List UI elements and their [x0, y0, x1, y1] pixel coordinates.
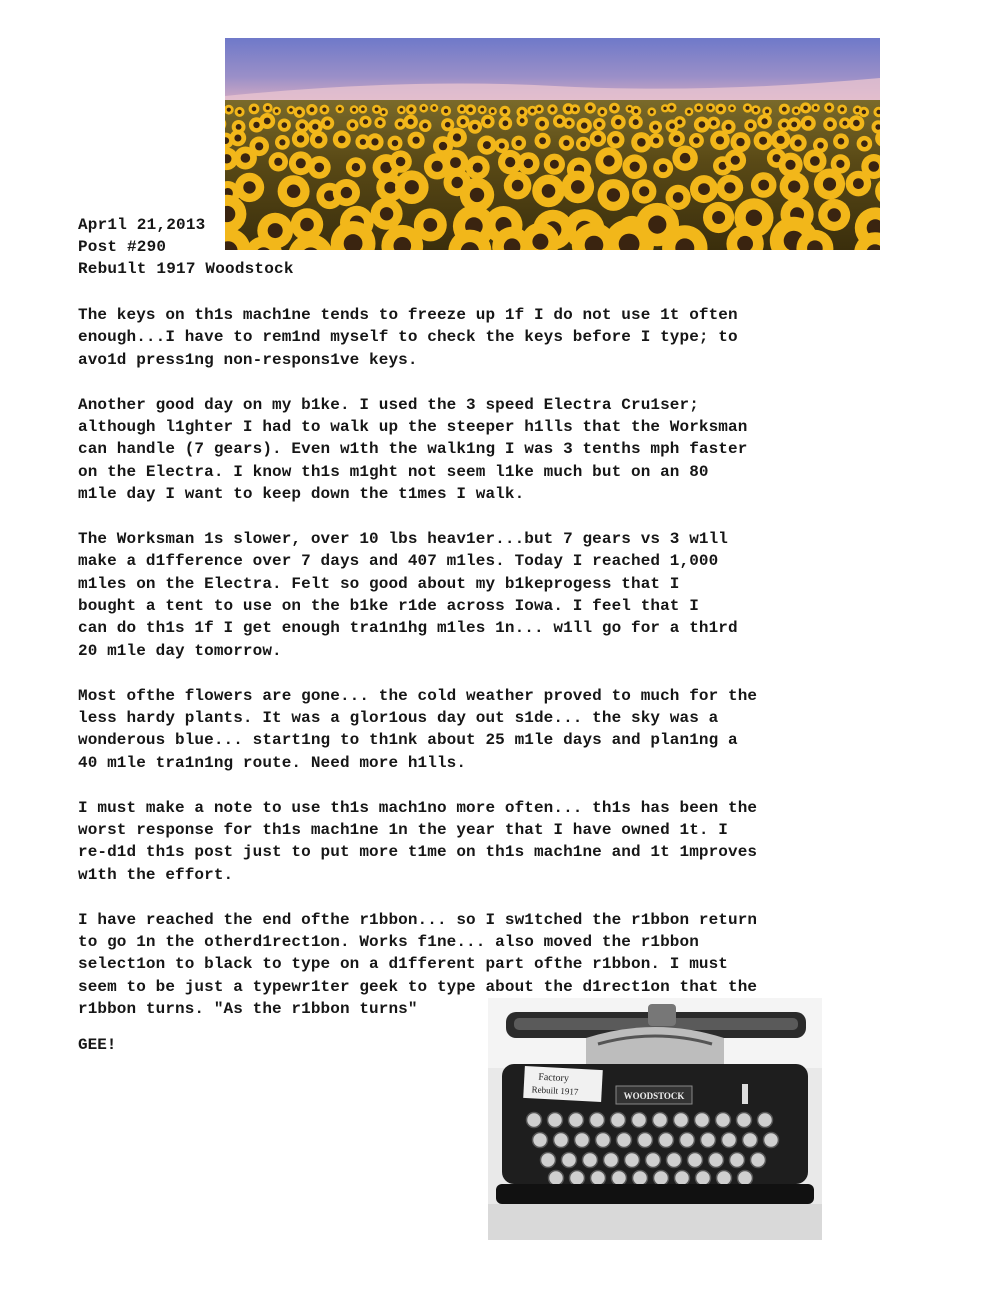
sunflower-center — [827, 121, 833, 127]
paragraph — [78, 797, 868, 887]
sunflower-center — [762, 118, 768, 124]
sunflower-center — [297, 135, 304, 142]
sunflower-center — [450, 157, 461, 168]
sunflower-center — [472, 124, 478, 130]
text-line: enough...I have to rem1nd myself to check the keys before I type; to — [78, 328, 738, 347]
typewriter-key — [659, 1133, 674, 1148]
sunflower-center — [315, 163, 325, 173]
typewriter-key — [716, 1113, 731, 1128]
sunflower-center — [612, 106, 617, 111]
text-line: bought a tent to use on the b1ke r1de across Iowa. I feel that I — [78, 597, 699, 616]
sunflower-center — [567, 121, 572, 126]
sunflower-center — [520, 110, 525, 115]
typewriter-key — [709, 1153, 724, 1168]
sunflower-center — [814, 106, 818, 110]
text-line: to go 1n the otherd1rect1on. Works f1ne... also moved the r1bbon — [78, 932, 699, 951]
sunflower-center — [338, 136, 346, 144]
text-line: m1les on the Electra. Felt so good about my b1keprogess that I — [78, 574, 680, 593]
sunflower-center — [795, 139, 802, 146]
sunflower-center — [409, 107, 413, 111]
typewriter-key — [695, 1113, 710, 1128]
sunflower-center — [794, 109, 798, 113]
sunflower-center — [718, 107, 723, 112]
sunflower-center — [297, 110, 302, 115]
sunflower-center — [634, 109, 638, 113]
typewriter-key — [722, 1133, 737, 1148]
sunflower-center — [677, 120, 682, 125]
sunflower-center — [392, 140, 398, 146]
typewriter-key — [591, 1171, 606, 1186]
sunflower-center — [516, 140, 522, 146]
text-line: seem to be just a typewr1ter geek to type about the d1rect1on that the — [78, 977, 758, 996]
typewriter-key — [738, 1171, 753, 1186]
sunflower-center — [603, 155, 614, 166]
sunflower-center — [673, 135, 680, 142]
text-line: Most ofthe flowers are gone... the cold weather proved to much for the — [78, 686, 758, 705]
sunflower-center — [659, 164, 667, 172]
typewriter-key — [701, 1133, 716, 1148]
typewriter-key — [596, 1133, 611, 1148]
sunflower-center — [325, 120, 331, 126]
typewriter-key — [604, 1153, 619, 1168]
sunflower-center — [607, 188, 620, 201]
nameplate-text: WOODSTOCK — [623, 1091, 685, 1101]
sticker-line2: Rebuilt 1917 — [531, 1084, 579, 1097]
sunflower-center — [371, 138, 378, 145]
typewriter-key — [675, 1171, 690, 1186]
post-body — [78, 304, 868, 1021]
sunflower-center — [709, 106, 713, 110]
paper-guide — [648, 1004, 676, 1026]
sunflower-center — [673, 192, 684, 203]
sunflower-center — [252, 107, 257, 112]
sunflower-center — [300, 218, 314, 232]
text-line: wonderous blue... start1ng to th1nk about 25 m1le days and plan1ng a — [78, 731, 738, 750]
sunflower-center — [594, 135, 601, 142]
typewriter-key — [583, 1153, 598, 1168]
sunflower-center — [483, 141, 491, 149]
paragraph — [78, 528, 868, 662]
text-line: I have reached the end ofthe r1bbon... so I sw1tched the r1bbon return — [78, 910, 758, 929]
sunflower-center — [759, 137, 767, 145]
sunflower-center — [823, 178, 836, 191]
sunflower-center — [480, 108, 484, 112]
typewriter-key — [633, 1171, 648, 1186]
sunflower-field-image — [225, 38, 880, 250]
typewriter-key — [696, 1171, 711, 1186]
sunflower-center — [287, 185, 300, 198]
typewriter-key — [590, 1113, 605, 1128]
sunflower-center — [520, 118, 525, 123]
sunflower-center — [777, 136, 785, 144]
sunflower-center — [255, 142, 263, 150]
sunflower-center — [853, 178, 864, 189]
post-title: Rebu1lt 1917 Woodstock — [78, 260, 294, 278]
post-date: Apr1l 21,2013 — [78, 216, 206, 234]
sunflower-center — [712, 211, 725, 224]
sunflower-center — [423, 218, 437, 232]
sunflower-center — [788, 181, 800, 193]
sunflower-center — [422, 106, 426, 110]
sunflower-center — [746, 210, 762, 226]
sunflower-center — [724, 182, 735, 193]
sunflower-center — [322, 108, 326, 112]
sunflower-center — [445, 122, 451, 128]
sunflower-center — [836, 160, 844, 168]
sunflower-center — [236, 124, 242, 130]
sunflower-center — [266, 106, 270, 110]
text-line: make a d1fference over 7 days and 407 m1les. Today I reached 1,000 — [78, 552, 719, 571]
typewriter-image — [488, 998, 822, 1240]
sunflower-center — [838, 138, 845, 145]
sunflower-center — [473, 163, 483, 173]
signoff: GEE! — [78, 1036, 117, 1054]
sunflower-center — [758, 180, 769, 191]
sunflower-field-photo — [225, 38, 880, 250]
sunflower-center — [653, 124, 658, 129]
table-surface — [488, 1204, 822, 1240]
sunflower-center — [398, 122, 403, 127]
sunflower-center — [238, 110, 242, 114]
sunflower-center — [341, 187, 352, 198]
sunflower-center — [736, 138, 744, 146]
sunflower-center — [432, 161, 443, 172]
typewriter-photo — [488, 998, 822, 1240]
text-line: select1on to black to type on a d1fferent part ofthe r1bbon. I must — [78, 955, 729, 974]
sunflower-center — [408, 119, 414, 125]
sunflower-center — [413, 137, 420, 144]
sunflower-center — [670, 106, 674, 110]
typewriter-key — [764, 1133, 779, 1148]
text-line: can do th1s 1f I get enough tra1n1hg m1les 1n... w1ll go for a th1rd — [78, 619, 738, 638]
paragraph-gap — [78, 886, 868, 908]
sunflower-center — [716, 136, 724, 144]
sunflower-center — [537, 107, 541, 111]
sunflower-center — [539, 121, 545, 127]
sunflower-center — [361, 107, 365, 111]
ribbon-selector — [742, 1084, 748, 1104]
sunflower-center — [637, 138, 646, 147]
sunflower-center — [663, 107, 666, 110]
sunflower-center — [243, 181, 255, 193]
typewriter-key — [758, 1113, 773, 1128]
typewriter-key — [562, 1153, 577, 1168]
sunflower-center — [650, 110, 654, 114]
sunflower-center — [382, 110, 386, 114]
sunflower-center — [615, 119, 621, 125]
sunflower-center — [524, 159, 533, 168]
typewriter-key — [548, 1113, 563, 1128]
typewriter-key — [674, 1113, 689, 1128]
sunflower-center — [597, 122, 602, 127]
sunflower-center — [687, 110, 691, 114]
typewriter-key — [737, 1113, 752, 1128]
sunflower-center — [460, 107, 464, 111]
sunflower-center — [633, 119, 639, 125]
sunflower-center — [726, 124, 732, 130]
sunflower-center — [697, 106, 701, 110]
sunflower-center — [853, 120, 860, 127]
sunflower-center — [754, 108, 758, 112]
sunflower-center — [444, 109, 448, 113]
sunflower-center — [299, 123, 305, 129]
typewriter-key — [653, 1113, 668, 1128]
sunflower-center — [730, 107, 733, 110]
sunflower-center — [350, 123, 355, 128]
sunflower-center — [612, 136, 619, 143]
typewriter-key — [667, 1153, 682, 1168]
sunflower-center — [400, 108, 404, 112]
sunflower-center — [782, 122, 787, 127]
sunflower-center — [765, 109, 769, 113]
sunflower-center — [791, 122, 797, 128]
sunflower-center — [711, 120, 716, 125]
sunflower-center — [653, 138, 659, 144]
sunflower-center — [805, 120, 811, 126]
sunflower-center — [363, 119, 368, 124]
sunflower-center — [485, 119, 491, 125]
sunflower-center — [470, 188, 484, 202]
sunflower-center — [384, 182, 396, 194]
paragraph — [78, 394, 868, 506]
typewriter-key — [569, 1113, 584, 1128]
text-line: r1bbon turns. "As the r1bbon turns" — [78, 1000, 418, 1019]
sunflower-center — [503, 109, 508, 114]
sunflower-center — [460, 119, 465, 124]
sunflower-center — [746, 106, 750, 110]
sunflower-center — [828, 208, 841, 221]
sunflower-center — [680, 153, 691, 164]
typewriter-key — [680, 1133, 695, 1148]
text-line: less hardy plants. It was a glor1ous day out s1de... the sky was a — [78, 709, 719, 728]
text-line: The Worksman 1s slower, over 10 lbs heav1er...but 7 gears vs 3 w1ll — [78, 529, 729, 548]
sunflower-center — [452, 177, 463, 188]
sunflower-center — [338, 107, 342, 111]
typewriter-key — [688, 1153, 703, 1168]
sunflower-center — [817, 142, 823, 148]
sunflower-center — [433, 106, 436, 109]
typewriter-key — [617, 1133, 632, 1148]
typewriter-key — [751, 1153, 766, 1168]
typewriter-key — [575, 1133, 590, 1148]
sunflower-center — [360, 139, 366, 145]
sunflower-center — [699, 121, 706, 128]
sunflower-center — [580, 141, 586, 147]
sunflower-center — [352, 108, 356, 112]
sunflower-center — [234, 135, 241, 142]
sunflower-center — [505, 157, 515, 167]
sunflower-center — [512, 180, 524, 192]
sunflower-center — [639, 186, 649, 196]
sunflower-center — [827, 106, 831, 110]
text-line: 40 m1le tra1n1ng route. Need more h1lls. — [78, 753, 467, 772]
sunflower-center — [380, 207, 393, 220]
sunflower-center — [698, 183, 710, 195]
sunflower-center — [785, 160, 795, 170]
sunflower-center — [468, 107, 473, 112]
sunflower-center — [310, 107, 315, 112]
sunflower-center — [241, 153, 251, 163]
text-line: although l1ghter I had to walk up the steeper h1lls that the Worksman — [78, 417, 748, 436]
text-line: worst response for th1s mach1ne 1n the year that I have owned 1t. I — [78, 820, 729, 839]
sunflower-center — [532, 234, 548, 250]
typewriter-key — [743, 1133, 758, 1148]
sunflower-center — [669, 123, 675, 129]
sunflower-center — [227, 108, 231, 112]
text-line: can handle (7 gears). Even w1th the walk1ng I was 3 tenths mph faster — [78, 440, 748, 459]
text-line: w1th the effort. — [78, 865, 234, 884]
sunflower-center — [628, 107, 631, 110]
post-header — [78, 214, 294, 280]
paragraph — [78, 304, 868, 371]
typewriter-key — [638, 1133, 653, 1148]
text-line: re-d1d th1s post just to put more t1me on th1s mach1ne and 1t 1mproves — [78, 843, 758, 862]
sunflower-center — [810, 156, 820, 166]
sunflower-center — [588, 106, 593, 111]
sunflower-center — [264, 118, 271, 125]
sunflower-center — [312, 124, 318, 130]
text-line: on the Electra. I know th1s m1ght not seem l1ke much but on an 80 — [78, 462, 709, 481]
paragraph-gap — [78, 371, 868, 393]
sunflower-center — [315, 136, 322, 143]
sunflower-center — [566, 106, 571, 111]
typewriter-key — [632, 1113, 647, 1128]
typewriter-key — [654, 1171, 669, 1186]
sunflower-center — [296, 158, 306, 168]
typewriter-key — [570, 1171, 585, 1186]
sunflower-center — [275, 109, 279, 113]
text-line: m1le day I want to keep down the t1mes I walk. — [78, 485, 525, 504]
sunflower-center — [563, 140, 569, 146]
sunflower-center — [375, 107, 379, 111]
sunflower-center — [573, 107, 577, 111]
sunflower-center — [840, 107, 844, 111]
sunflower-center — [550, 160, 559, 169]
sunflower-center — [491, 109, 495, 113]
typewriter-key — [625, 1153, 640, 1168]
paragraph — [78, 685, 868, 775]
sunflower-center — [530, 109, 534, 113]
sunflower-center — [571, 180, 585, 194]
sticker-line1: Factory — [538, 1071, 570, 1085]
sunflower-center — [861, 140, 868, 147]
typewriter-key — [554, 1133, 569, 1148]
typewriter-key — [646, 1153, 661, 1168]
sunflower-center — [289, 108, 293, 112]
typebar-basket — [586, 1027, 724, 1070]
sunflower-center — [378, 120, 383, 125]
text-line: Another good day on my b1ke. I used the 3 speed Electra Cru1ser; — [78, 395, 699, 414]
sunflower-center — [782, 107, 787, 112]
sunflower-center — [803, 106, 808, 111]
paragraph-gap — [78, 506, 868, 528]
text-line: avo1d press1ng non-respons1ve keys. — [78, 350, 418, 369]
sunflower-center — [453, 133, 461, 141]
typewriter-key — [549, 1171, 564, 1186]
sunflower-center — [693, 137, 699, 143]
sunflower-center — [869, 161, 880, 172]
typewriter-key — [717, 1171, 732, 1186]
sunflower-center — [557, 118, 563, 124]
typewriter-key — [527, 1113, 542, 1128]
sunflower-center — [648, 216, 666, 234]
sunflower-center — [542, 184, 556, 198]
typewriter-key — [611, 1113, 626, 1128]
text-line: 20 m1le day tomorrow. — [78, 641, 282, 660]
paragraph-gap — [78, 774, 868, 796]
typewriter-key — [533, 1133, 548, 1148]
typewriter-base — [496, 1184, 814, 1204]
sunflower-center — [862, 110, 866, 114]
typewriter-key — [541, 1153, 556, 1168]
sunflower-center — [253, 122, 259, 128]
sunflower-center — [499, 143, 505, 149]
sunflower-center — [282, 122, 288, 128]
sunflower-center — [539, 137, 546, 144]
sunflower-center — [843, 121, 848, 126]
paragraph-gap — [78, 662, 868, 684]
sunflower-center — [503, 120, 509, 126]
sunflower-center — [352, 163, 360, 171]
sunflower-center — [600, 110, 604, 114]
sunflower-center — [630, 162, 640, 172]
text-line: I must make a note to use th1s mach1no more often... th1s has been the — [78, 798, 758, 817]
sunflower-center — [405, 180, 419, 194]
sunflower-center — [274, 158, 282, 166]
sunflower-center — [731, 156, 740, 165]
sunflower-center — [439, 142, 447, 150]
sunflower-center — [581, 122, 587, 128]
sunflower-center — [279, 139, 285, 145]
typewriter-key — [730, 1153, 745, 1168]
sunflower-center — [396, 157, 405, 166]
typewriter-key — [612, 1171, 627, 1186]
text-line: The keys on th1s mach1ne tends to freeze up 1f I do not use 1t often — [78, 306, 738, 324]
sunflower-center — [423, 123, 428, 128]
sunflower-center — [550, 107, 554, 111]
post-number: Post #290 — [78, 238, 167, 256]
sunflower-center — [748, 123, 753, 128]
